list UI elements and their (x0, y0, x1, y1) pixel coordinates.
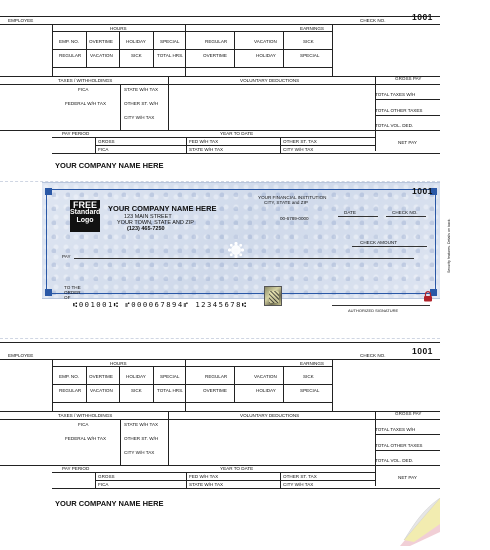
hours-overtime: OVERTIME (89, 374, 113, 379)
hours-header: HOURS (110, 361, 127, 366)
perforation-bottom (0, 338, 440, 339)
hours-sick: SICK (131, 53, 142, 58)
ytd-gross: GROSS (98, 139, 115, 144)
bottom-stub (0, 342, 440, 522)
hours-emp-no: EMP. NO. (59, 39, 80, 44)
ytd-header: YEAR TO DATE (220, 131, 254, 136)
company-street: 123 MAIN STREET (124, 214, 172, 220)
hours-vacation: VACATION (90, 53, 113, 58)
stub-company-name: YOUR COMPANY NAME HERE (55, 161, 164, 170)
company-phone: (123) 465-7250 (127, 226, 165, 232)
order-line: OF (64, 295, 71, 300)
hours-holiday: HOLIDAY (126, 374, 146, 379)
tax-city: CITY W/H TAX (124, 450, 155, 455)
ytd-fica: FICA (98, 147, 109, 152)
ytd-state: STATE W/H TAX (189, 147, 224, 152)
ytd-fed: FED W/H TAX (189, 139, 219, 144)
tax-fica: FICA (78, 422, 89, 427)
ytd-fica: FICA (98, 482, 109, 487)
ytd-state: STATE W/H TAX (189, 482, 224, 487)
ytd-other-st: OTHER ST. TAX (283, 139, 317, 144)
top-stub (0, 0, 440, 182)
bank-city: CITY, STATE and ZIP (264, 200, 308, 205)
earn-sick: SICK (303, 39, 314, 44)
check-no-value: 1001 (412, 12, 433, 22)
hours-regular: REGULAR (59, 388, 82, 393)
employee-label: EMPLOYEE (8, 353, 34, 358)
tax-city: CITY W/H TAX (124, 115, 155, 120)
tax-federal: FEDERAL W/H TAX (65, 101, 107, 106)
hours-sick: SICK (131, 388, 142, 393)
check-no-label: CHECK NO. (360, 353, 386, 358)
routing-fraction: 00-6789-0000 (280, 216, 309, 221)
tax-state: STATE W/H TAX (124, 422, 159, 427)
gross-pay-label: GROSS PAY (395, 76, 422, 81)
security-hologram (264, 286, 282, 306)
tax-other-st: OTHER ST. W/H (124, 436, 159, 441)
earn-vacation: VACATION (254, 39, 277, 44)
stub-company-name: YOUR COMPANY NAME HERE (55, 499, 164, 508)
check-amount-label: CHECK AMOUNT (360, 240, 398, 245)
padlock-icon (423, 291, 433, 302)
watermark-seal (228, 242, 244, 258)
logo-line: Standard (70, 209, 101, 216)
taxes-header: TAXES / WITHHOLDINGS (58, 413, 113, 418)
employee-label: EMPLOYEE (8, 18, 34, 23)
order-line: ORDER (64, 290, 81, 295)
hours-special: SPECIAL (160, 374, 180, 379)
micr-line: ⑆001001⑆ ⑈000067894⑈ 12345678⑆ (73, 300, 248, 309)
total-vol-ded-label: TOTAL VOL. DED. (375, 458, 414, 463)
total-other-taxes-label: TOTAL OTHER TAXES (375, 443, 423, 448)
earnings-header: EARNINGS (300, 361, 324, 366)
taxes-header: TAXES / WITHHOLDINGS (58, 78, 113, 83)
corner-ornament (45, 289, 52, 296)
ytd-header: YEAR TO DATE (220, 466, 254, 471)
earn-special: SPECIAL (300, 388, 320, 393)
earn-special: SPECIAL (300, 53, 320, 58)
ytd-city: CITY W/H TAX (283, 147, 314, 152)
ytd-gross: GROSS (98, 474, 115, 479)
security-note: Security features. Details on back. (447, 218, 451, 273)
voluntary-header: VOLUNTARY DEDUCTIONS (240, 78, 300, 83)
hours-regular: REGULAR (59, 53, 82, 58)
hours-header: HOURS (110, 26, 127, 31)
voluntary-header: VOLUNTARY DEDUCTIONS (240, 413, 300, 418)
hours-holiday: HOLIDAY (126, 39, 146, 44)
earn-vacation: VACATION (254, 374, 277, 379)
gross-pay-label: GROSS PAY (395, 411, 422, 416)
logo-line: FREE (72, 200, 97, 210)
tax-state: STATE W/H TAX (124, 87, 159, 92)
earn-holiday: HOLIDAY (256, 53, 276, 58)
total-taxes-label: TOTAL TAXES W/H (375, 92, 416, 97)
corner-ornament (45, 188, 52, 195)
tax-federal: FEDERAL W/H TAX (65, 436, 107, 441)
check-no-value: 1001 (412, 346, 433, 356)
bank-name: YOUR FINANCIAL INSTITUTION (258, 195, 327, 200)
date-label: DATE (344, 210, 356, 215)
earn-sick: SICK (303, 374, 314, 379)
hours-special: SPECIAL (160, 39, 180, 44)
earnings-header: EARNINGS (300, 26, 324, 31)
net-pay-label: NET PAY (398, 140, 417, 145)
logo-line: Logo (76, 217, 94, 224)
check-company-name: YOUR COMPANY NAME HERE (108, 204, 217, 213)
tax-other-st: OTHER ST. W/H (124, 101, 159, 106)
total-taxes-label: TOTAL TAXES W/H (375, 427, 416, 432)
order-line: TO THE (64, 285, 81, 290)
check-no-label-check: CHECK NO. (392, 210, 418, 215)
earn-overtime: OVERTIME (203, 388, 227, 393)
ytd-city: CITY W/H TAX (283, 482, 314, 487)
pay-period-label: PAY PERIOD (62, 131, 90, 136)
earn-holiday: HOLIDAY (256, 388, 276, 393)
company-city: YOUR TOWN, STATE AND ZIP (117, 220, 194, 226)
hours-emp-no: EMP. NO. (59, 374, 80, 379)
earn-regular: REGULAR (205, 39, 228, 44)
check-number: 1001 (412, 186, 433, 196)
earn-overtime: OVERTIME (203, 53, 227, 58)
ytd-fed: FED W/H TAX (189, 474, 219, 479)
hours-total: TOTAL HRS. (157, 388, 184, 393)
signature-label: AUTHORIZED SIGNATURE (348, 308, 399, 313)
pay-period-label: PAY PERIOD (62, 466, 90, 471)
ytd-other-st: OTHER ST. TAX (283, 474, 317, 479)
net-pay-label: NET PAY (398, 475, 417, 480)
total-other-taxes-label: TOTAL OTHER TAXES (375, 108, 423, 113)
tax-fica: FICA (78, 87, 89, 92)
check-no-label: CHECK NO. (360, 18, 386, 23)
pay-label: PAY (62, 254, 71, 259)
hours-vacation: VACATION (90, 388, 113, 393)
total-vol-ded-label: TOTAL VOL. DED. (375, 123, 414, 128)
logo (70, 200, 100, 232)
hours-overtime: OVERTIME (89, 39, 113, 44)
earn-regular: REGULAR (205, 374, 228, 379)
hours-total: TOTAL HRS. (157, 53, 184, 58)
carbon-copy-page-curl (400, 498, 448, 548)
